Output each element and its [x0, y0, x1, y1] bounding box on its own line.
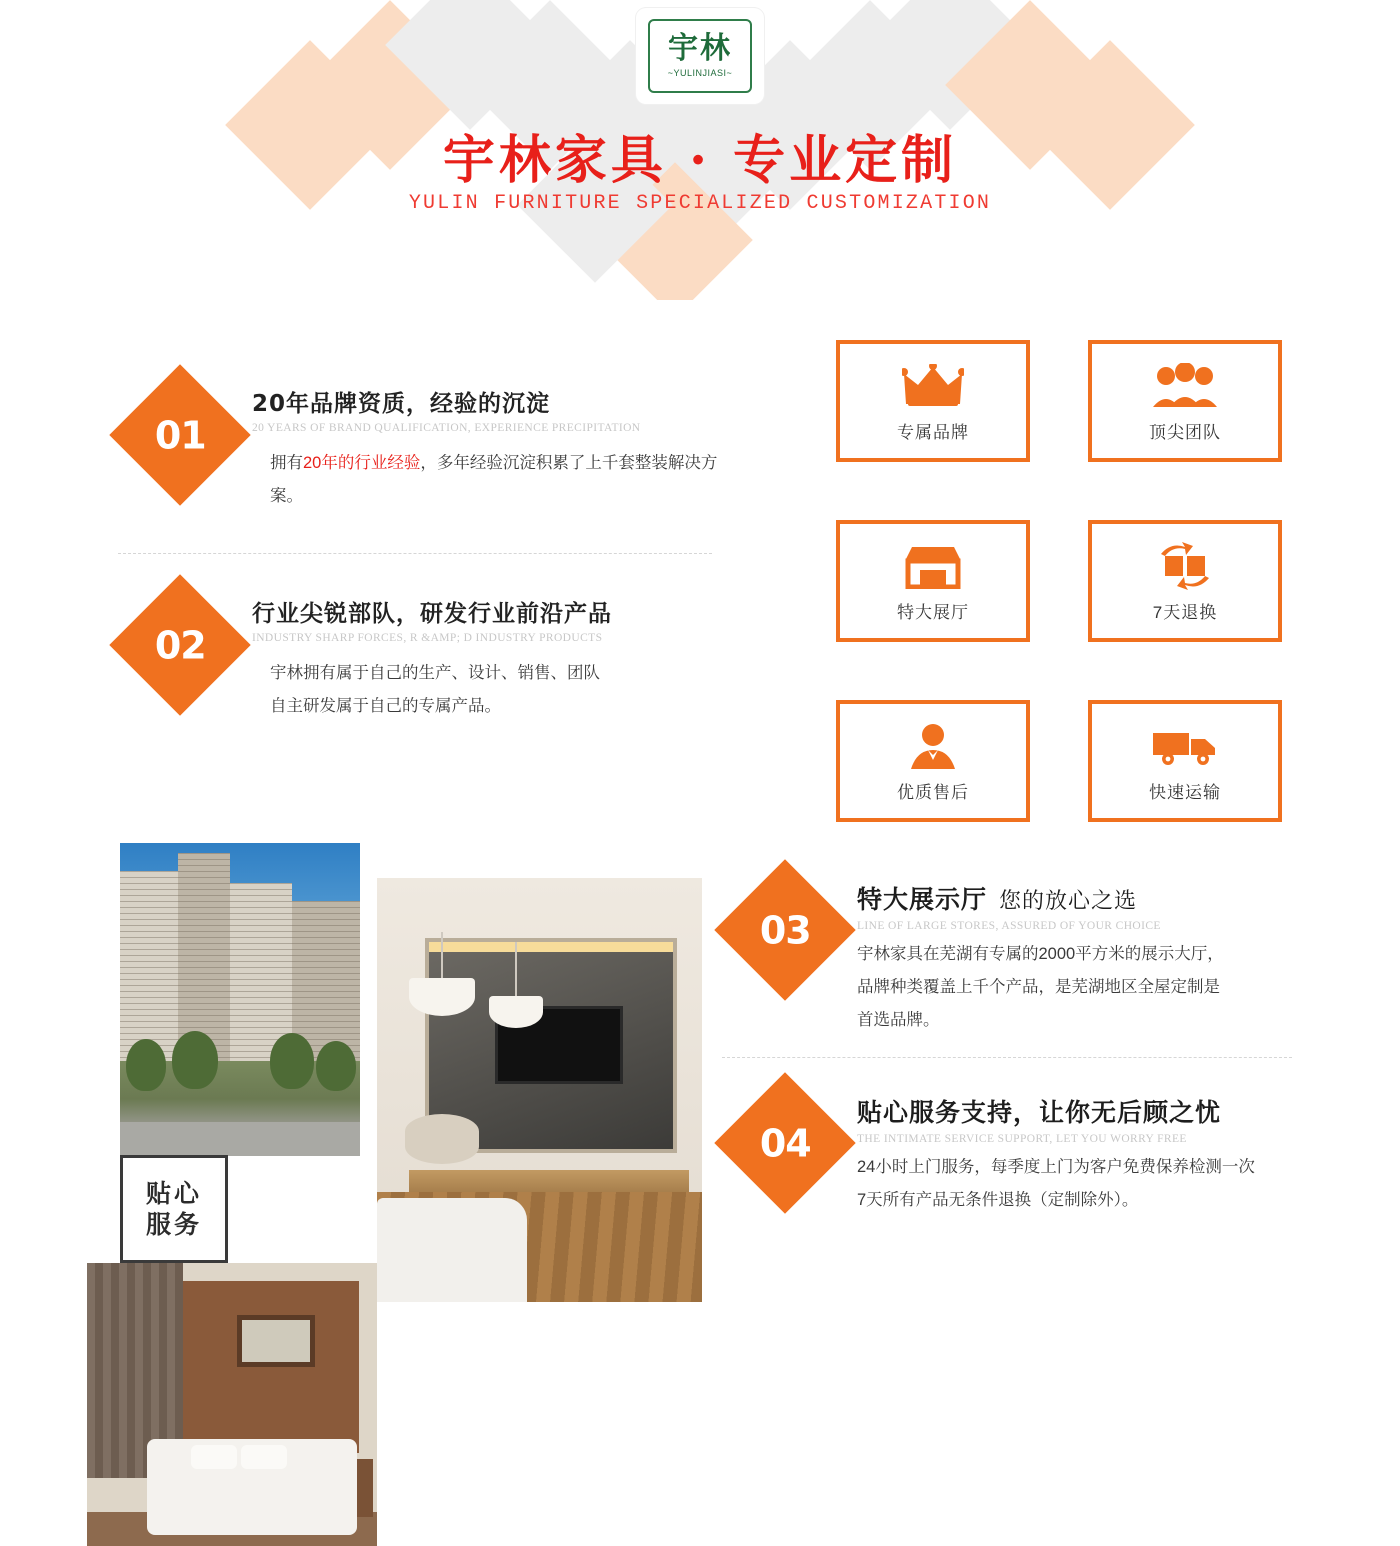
feature-title-01: 20年品牌资质，经验的沉淀 [252, 391, 551, 417]
feature-block-03 [735, 880, 1355, 1037]
feature-body-highlight-01: 20年的行业经验 [303, 454, 421, 472]
advantage-label-aftersales: 优质售后 [897, 782, 969, 802]
living-room-photo [377, 878, 702, 1302]
agent-icon [906, 720, 960, 772]
advantage-card-aftersales[interactable] [836, 700, 1030, 822]
feature-number-02: 02 [154, 622, 206, 667]
advantage-label-team: 顶尖团队 [1149, 422, 1221, 442]
advantage-label-brand: 专属品牌 [897, 422, 969, 442]
feature-body-suffix-01: ，多年经验沉淀积累了上千套整装解决方案。 [270, 454, 718, 505]
feature-body-02-line2: 自主研发属于自己的专属产品。 [270, 697, 501, 715]
advantages-grid [836, 340, 1282, 822]
advantage-label-showroom: 特大展厅 [897, 602, 969, 622]
brand-logo [636, 8, 764, 104]
bedroom-photo [87, 1263, 377, 1546]
feature-body-02-line1: 宇林拥有属于自己的生产、设计、销售、团队 [270, 664, 600, 682]
feature-title-04-main: 贴心服务支持，让你无后顾之忧 [857, 1098, 1222, 1127]
feature-subtitle-01: 20 YEARS OF BRAND QUALIFICATION, EXPERIENCE PRECIPITATION [252, 422, 641, 434]
feature-number-03: 03 [759, 907, 811, 952]
feature-title-03-side: 您的放心之选 [999, 888, 1138, 913]
feature-block-01 [130, 385, 730, 513]
feature-number-04: 04 [759, 1120, 811, 1165]
feature-body-03 [857, 938, 1355, 1037]
advantage-card-brand[interactable] [836, 340, 1030, 462]
feature-body-04 [857, 1151, 1355, 1217]
advantage-label-return: 7天退换 [1152, 602, 1218, 622]
service-badge-line1: 贴心 [145, 1178, 202, 1208]
store-icon [902, 540, 964, 592]
advantage-card-shipping[interactable] [1088, 700, 1282, 822]
feature-divider-2 [722, 1057, 1292, 1058]
return-icon [1153, 540, 1217, 592]
feature-body-prefix-01: 拥有 [270, 454, 303, 472]
advantage-label-shipping: 快速运输 [1149, 782, 1221, 802]
feature-body-01 [252, 447, 720, 513]
page-header [0, 0, 1400, 300]
feature-block-04 [735, 1093, 1355, 1217]
feature-title-02: 行业尖锐部队，研发行业前沿产品 [252, 601, 612, 627]
feature-subtitle-04: THE INTIMATE SERVICE SUPPORT, LET YOU WORRY FREE [857, 1133, 1187, 1145]
feature-body-03-line3: 首选品牌。 [857, 1011, 940, 1029]
feature-body-02 [252, 657, 700, 723]
feature-number-01: 01 [154, 412, 206, 457]
page-title: 宇林家具 · 专业定制 [442, 130, 958, 191]
page-subtitle: YULIN FURNITURE SPECIALIZED CUSTOMIZATION [408, 192, 992, 215]
team-icon [1152, 360, 1218, 412]
advantage-card-team[interactable] [1088, 340, 1282, 462]
feature-title-03-main: 特大展示厅 [857, 885, 988, 914]
service-badge-line2: 服务 [145, 1210, 202, 1239]
feature-body-03-line1: 宇林家具在芜湖有专属的2000平方米的展示大厅， [857, 945, 1224, 963]
advantage-card-return[interactable] [1088, 520, 1282, 642]
crown-icon [902, 360, 964, 412]
feature-subtitle-03: LINE OF LARGE STORES, ASSURED OF YOUR CHOICE [857, 920, 1161, 932]
feature-divider-1 [118, 553, 712, 554]
feature-body-03-line2: 品牌种类覆盖上千个产品，是芜湖地区全屋定制是 [857, 978, 1220, 996]
truck-icon [1151, 720, 1219, 772]
feature-body-04-line1: 24小时上门服务，每季度上门为客户免费保养检测一次 [857, 1158, 1255, 1176]
logo-chinese-name: 宇林 [668, 31, 732, 66]
building-photo [120, 843, 360, 1156]
logo-pinyin: ~YULINJIASI~ [667, 68, 733, 78]
feature-body-04-line2: 7天所有产品无条件退换（定制除外）。 [857, 1191, 1139, 1209]
feature-block-02 [130, 595, 730, 723]
service-badge [120, 1155, 228, 1263]
advantage-card-showroom[interactable] [836, 520, 1030, 642]
feature-subtitle-02: INDUSTRY SHARP FORCES, R &AMP; D INDUSTRY PRODUCTS [252, 632, 603, 644]
